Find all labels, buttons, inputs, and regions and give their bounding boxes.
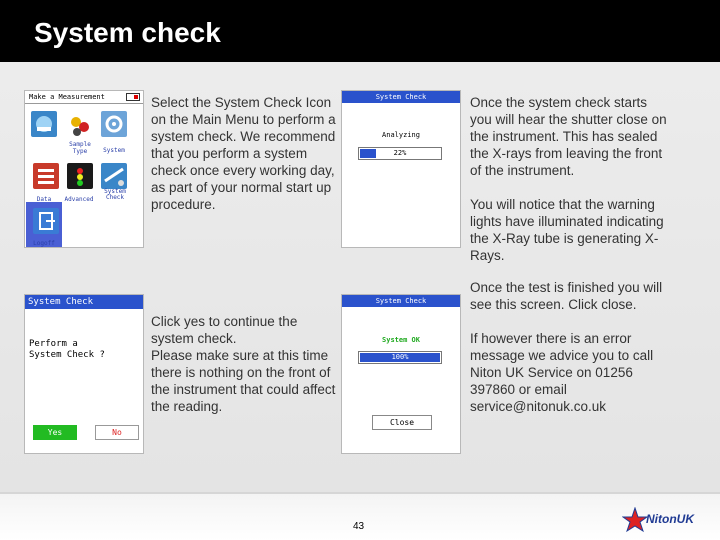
- logo-text: NitonUK: [646, 512, 694, 526]
- menu-item-label: Sample Type: [69, 141, 91, 155]
- menu-item-label: Advanced: [64, 196, 94, 203]
- main-menu-screenshot: [24, 90, 144, 248]
- system-icon[interactable]: [101, 111, 127, 137]
- star-logo-icon: [622, 507, 648, 533]
- footer: [0, 494, 720, 540]
- paragraph: You will notice that the warning lights have illuminated indicating the X-Ray tube is generating X-Rays.: [470, 197, 664, 263]
- sample-type-icon[interactable]: [67, 113, 93, 139]
- close-button[interactable]: Close: [372, 415, 432, 430]
- advanced-icon[interactable]: [67, 163, 93, 189]
- paragraph: If however there is an error message we advice you to call Niton UK Service on 01256 397860 or email service@nitonuk.co.uk: [470, 331, 654, 414]
- yes-button[interactable]: Yes: [33, 425, 77, 440]
- screen-header: System Check: [342, 91, 460, 103]
- page-number: 43: [353, 521, 365, 532]
- progress-text: 100%: [391, 353, 409, 361]
- battery-icon: [126, 93, 140, 101]
- menu-item-label: System: [103, 147, 125, 154]
- paragraph: Click yes to continue the system check. Please make sure at this time there is nothing on the front of the instrument that could affect the reading.: [151, 314, 336, 414]
- paragraph: Once the system check starts you will hear the shutter close on the instrument. This has sealed the X-rays from leaving the front of the instrument.: [470, 95, 667, 178]
- perform-check-screenshot: [24, 294, 144, 454]
- paragraph: Once the test is finished you will see this screen. Click close.: [470, 280, 663, 312]
- slide-title: System check: [34, 17, 221, 48]
- system-ok-screenshot: [341, 294, 461, 454]
- logoff-icon[interactable]: [33, 208, 59, 234]
- instruction-text-3: [151, 296, 341, 449]
- no-button[interactable]: No: [95, 425, 139, 440]
- progress-text: 22%: [393, 149, 407, 157]
- menu-header: [25, 91, 143, 104]
- confirm-question: Perform a System Check ?: [29, 339, 105, 360]
- screen-header: System Check: [25, 295, 143, 309]
- instruction-text-2: [470, 94, 670, 281]
- menu-item-label: System Check: [104, 188, 126, 201]
- analyze-icon[interactable]: [31, 111, 57, 137]
- title-bar: [0, 0, 720, 62]
- status-label: System OK: [382, 336, 420, 344]
- niton-logo: [620, 506, 710, 534]
- instruction-text-1: [151, 94, 336, 230]
- status-label: Analyzing: [382, 131, 420, 139]
- screen-header: System Check: [342, 295, 460, 307]
- menu-header-text: Make a Measurement: [29, 93, 105, 101]
- progress-bar: [358, 147, 442, 160]
- menu-item-label: Analyze: [31, 146, 57, 153]
- paragraph: Select the System Check Icon on the Main Menu to perform a system check. We recommend that you perform a system check once every working day, as part of your normal start up procedure.: [151, 95, 336, 212]
- menu-item-label: Logoff: [33, 240, 55, 247]
- menu-item-label: Data: [36, 196, 52, 203]
- data-icon[interactable]: [33, 163, 59, 189]
- instruction-text-4: [470, 279, 670, 432]
- progress-bar: [358, 351, 442, 364]
- system-check-icon[interactable]: [101, 163, 127, 189]
- analyzing-screenshot: [341, 90, 461, 248]
